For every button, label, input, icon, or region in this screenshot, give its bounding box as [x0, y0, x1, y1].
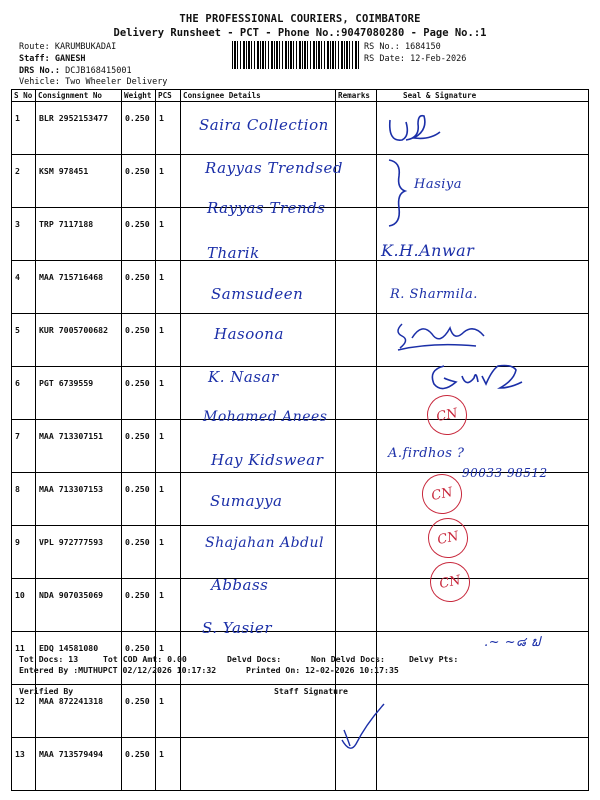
cn-stamp: CN [423, 391, 470, 438]
cell-consignment-no: MAA 715716468 [36, 261, 122, 314]
rs-no-line [364, 42, 441, 52]
cell-signature [377, 473, 589, 526]
cell-pcs: 1 [156, 473, 181, 526]
cell-weight: 0.250 [122, 367, 156, 420]
verified-by: Verified By [19, 686, 74, 696]
cell-consignment-no: TRP 7117188 [36, 208, 122, 261]
cell-sno: 8 [12, 473, 36, 526]
cell-weight: 0.250 [122, 208, 156, 261]
cell-weight: 0.250 [122, 738, 156, 791]
table-row [12, 738, 589, 791]
runsheet-subtitle: Delivery Runsheet - PCT - Phone No.:9047080280 - Page No.:1 [113, 27, 487, 39]
cell-sno: 1 [12, 102, 36, 155]
handwritten-consignee: Tharik [207, 244, 260, 262]
cell-pcs: 1 [156, 155, 181, 208]
rs-no-label: RS No.: [364, 42, 400, 52]
cell-consignment-no: BLR 2952153477 [36, 102, 122, 155]
vehicle-value: Two Wheeler Delivery [65, 77, 168, 87]
signature-row5: R. Sharmila. [390, 287, 478, 302]
cell-remarks [336, 208, 377, 261]
cell-weight: 0.250 [122, 579, 156, 632]
drs-line [19, 66, 132, 76]
cell-pcs: 1 [156, 738, 181, 791]
signature-row1 [384, 110, 444, 150]
cell-weight: 0.250 [122, 102, 156, 155]
signature-row6 [392, 318, 492, 352]
col-header-weight: Weight [122, 90, 156, 102]
signature-row4: K.H.Anwar [381, 241, 475, 260]
handwritten-consignee: Mohamed Anees [203, 409, 328, 425]
cell-pcs: 1 [156, 526, 181, 579]
rs-date-line [364, 54, 466, 64]
cell-remarks [336, 367, 377, 420]
cell-sno: 6 [12, 367, 36, 420]
delivered-docs: Delvd Docs: [227, 654, 282, 664]
staff-signature-label: Staff Signature [274, 686, 348, 696]
cell-pcs: 1 [156, 579, 181, 632]
cell-weight: 0.250 [122, 420, 156, 473]
cell-pcs: 1 [156, 102, 181, 155]
rs-date-value: 12-Feb-2026 [410, 54, 467, 64]
staff-label: Staff: [19, 54, 50, 64]
handwritten-consignee: Abbass [211, 576, 269, 594]
barcode-image [232, 41, 360, 69]
col-header-remarks: Remarks [336, 90, 377, 102]
cell-consignee [181, 738, 336, 791]
cell-sno: 2 [12, 155, 36, 208]
cn-stamp: CN [418, 470, 465, 517]
cn-stamp: CN [424, 514, 471, 561]
cell-pcs: 1 [156, 367, 181, 420]
cell-pcs: 1 [156, 208, 181, 261]
cell-consignment-no: MAA 713307151 [36, 420, 122, 473]
cell-signature [377, 738, 589, 791]
tot-cod-amount: Tot COD Amt: 0.00 [103, 654, 187, 664]
handwritten-consignee: Hay Kidswear [211, 451, 324, 469]
table-row [12, 473, 589, 526]
printed-on: Printed On: 12-02-2026 10:17:35 [246, 665, 399, 675]
entered-by: Entered By :MUTHUPCT 02/12/2026 10:17:32 [19, 665, 217, 675]
cell-sno: 7 [12, 420, 36, 473]
cell-consignment-no: PGT 6739559 [36, 367, 122, 420]
cell-consignment-no: KSM 978451 [36, 155, 122, 208]
handwritten-consignee: S. Yasier [202, 619, 273, 637]
drs-value: DCJB168415001 [65, 66, 132, 76]
company-title: THE PROFESSIONAL COURIERS, COIMBATORE [179, 13, 421, 25]
cell-weight: 0.250 [122, 685, 156, 738]
cell-weight: 0.250 [122, 473, 156, 526]
cell-remarks [336, 261, 377, 314]
cell-pcs: 1 [156, 420, 181, 473]
handwritten-consignee: Shajahan Abdul [205, 535, 324, 551]
cell-consignment-no: MAA 872241318 [36, 685, 122, 738]
cell-consignment-no: EDQ 14581080 [36, 632, 122, 685]
cell-remarks [336, 314, 377, 367]
vehicle-line [19, 77, 167, 87]
handwritten-consignee: Sumayya [210, 492, 283, 510]
staff-signature-mark [340, 700, 390, 760]
route-line [19, 42, 116, 52]
cell-weight: 0.250 [122, 314, 156, 367]
col-header-consignment: Consignment No [36, 90, 122, 102]
cell-remarks [336, 579, 377, 632]
cell-sno: 13 [12, 738, 36, 791]
cell-sno: 3 [12, 208, 36, 261]
cell-consignment-no: NDA 907035069 [36, 579, 122, 632]
table-row [12, 314, 589, 367]
cell-sno: 11 [12, 632, 36, 685]
cell-weight: 0.250 [122, 526, 156, 579]
cell-pcs: 1 [156, 685, 181, 738]
route-label: Route: [19, 42, 50, 52]
cell-consignment-no: VPL 972777593 [36, 526, 122, 579]
cell-pcs: 1 [156, 632, 181, 685]
signature-row2-3: Hasiya [414, 177, 463, 192]
handwritten-consignee: Rayyas Trends [207, 199, 326, 217]
col-header-sno: S No [12, 90, 36, 102]
brace-mark [385, 158, 409, 228]
cell-remarks [336, 102, 377, 155]
table-row [12, 579, 589, 632]
cell-sno: 9 [12, 526, 36, 579]
non-delivered-docs: Non Delvd Docs: [311, 654, 385, 664]
drs-label: DRS No.: [19, 66, 60, 76]
cell-weight: 0.250 [122, 632, 156, 685]
signature-row9-phone: 90033 98512 [462, 466, 548, 480]
cell-remarks [336, 473, 377, 526]
cell-sno: 10 [12, 579, 36, 632]
cell-consignment-no: MAA 713307153 [36, 473, 122, 526]
handwritten-consignee: Rayyas Trendsed [205, 159, 343, 177]
route-value: KARUMBUKADAI [54, 42, 117, 52]
cell-pcs: 1 [156, 314, 181, 367]
cell-signature [377, 526, 589, 579]
cell-sno: 12 [12, 685, 36, 738]
cell-signature [377, 685, 589, 738]
cell-signature [377, 579, 589, 632]
col-header-consignee: Consignee Details [181, 90, 336, 102]
cell-sno: 5 [12, 314, 36, 367]
rs-no-value: 1684150 [404, 42, 441, 52]
cell-consignment-no: MAA 713579494 [36, 738, 122, 791]
handwritten-consignee: K. Nasar [208, 368, 279, 386]
staff-value: GANESH [54, 54, 86, 64]
cell-consignee [181, 526, 336, 579]
rs-date-label: RS Date: [364, 54, 405, 64]
cell-consignment-no: KUR 7005700682 [36, 314, 122, 367]
cell-weight: 0.250 [122, 155, 156, 208]
col-header-signature: Seal & Signature [377, 90, 589, 102]
cell-remarks [336, 420, 377, 473]
cell-remarks [336, 526, 377, 579]
handwritten-consignee: Saira Collection [199, 116, 329, 134]
table-header-row [12, 90, 589, 102]
cell-weight: 0.250 [122, 261, 156, 314]
signature-row13-scribble: .~ ~๘ ຟ [484, 635, 541, 650]
vehicle-label: Vehicle: [19, 77, 60, 87]
signature-row7 [426, 360, 526, 396]
cn-stamp: CN [426, 558, 473, 605]
signature-row9: A.firdhos ? [388, 446, 465, 461]
tot-docs: Tot Docs: 13 [19, 654, 79, 664]
handwritten-consignee: Samsudeen [211, 285, 304, 303]
staff-line [19, 54, 86, 64]
handwritten-consignee: Hasoona [214, 325, 284, 343]
cell-sno: 4 [12, 261, 36, 314]
col-header-pcs: PCS [156, 90, 181, 102]
delivery-points: Delvy Pts: [409, 654, 459, 664]
table-row [12, 526, 589, 579]
cell-pcs: 1 [156, 261, 181, 314]
